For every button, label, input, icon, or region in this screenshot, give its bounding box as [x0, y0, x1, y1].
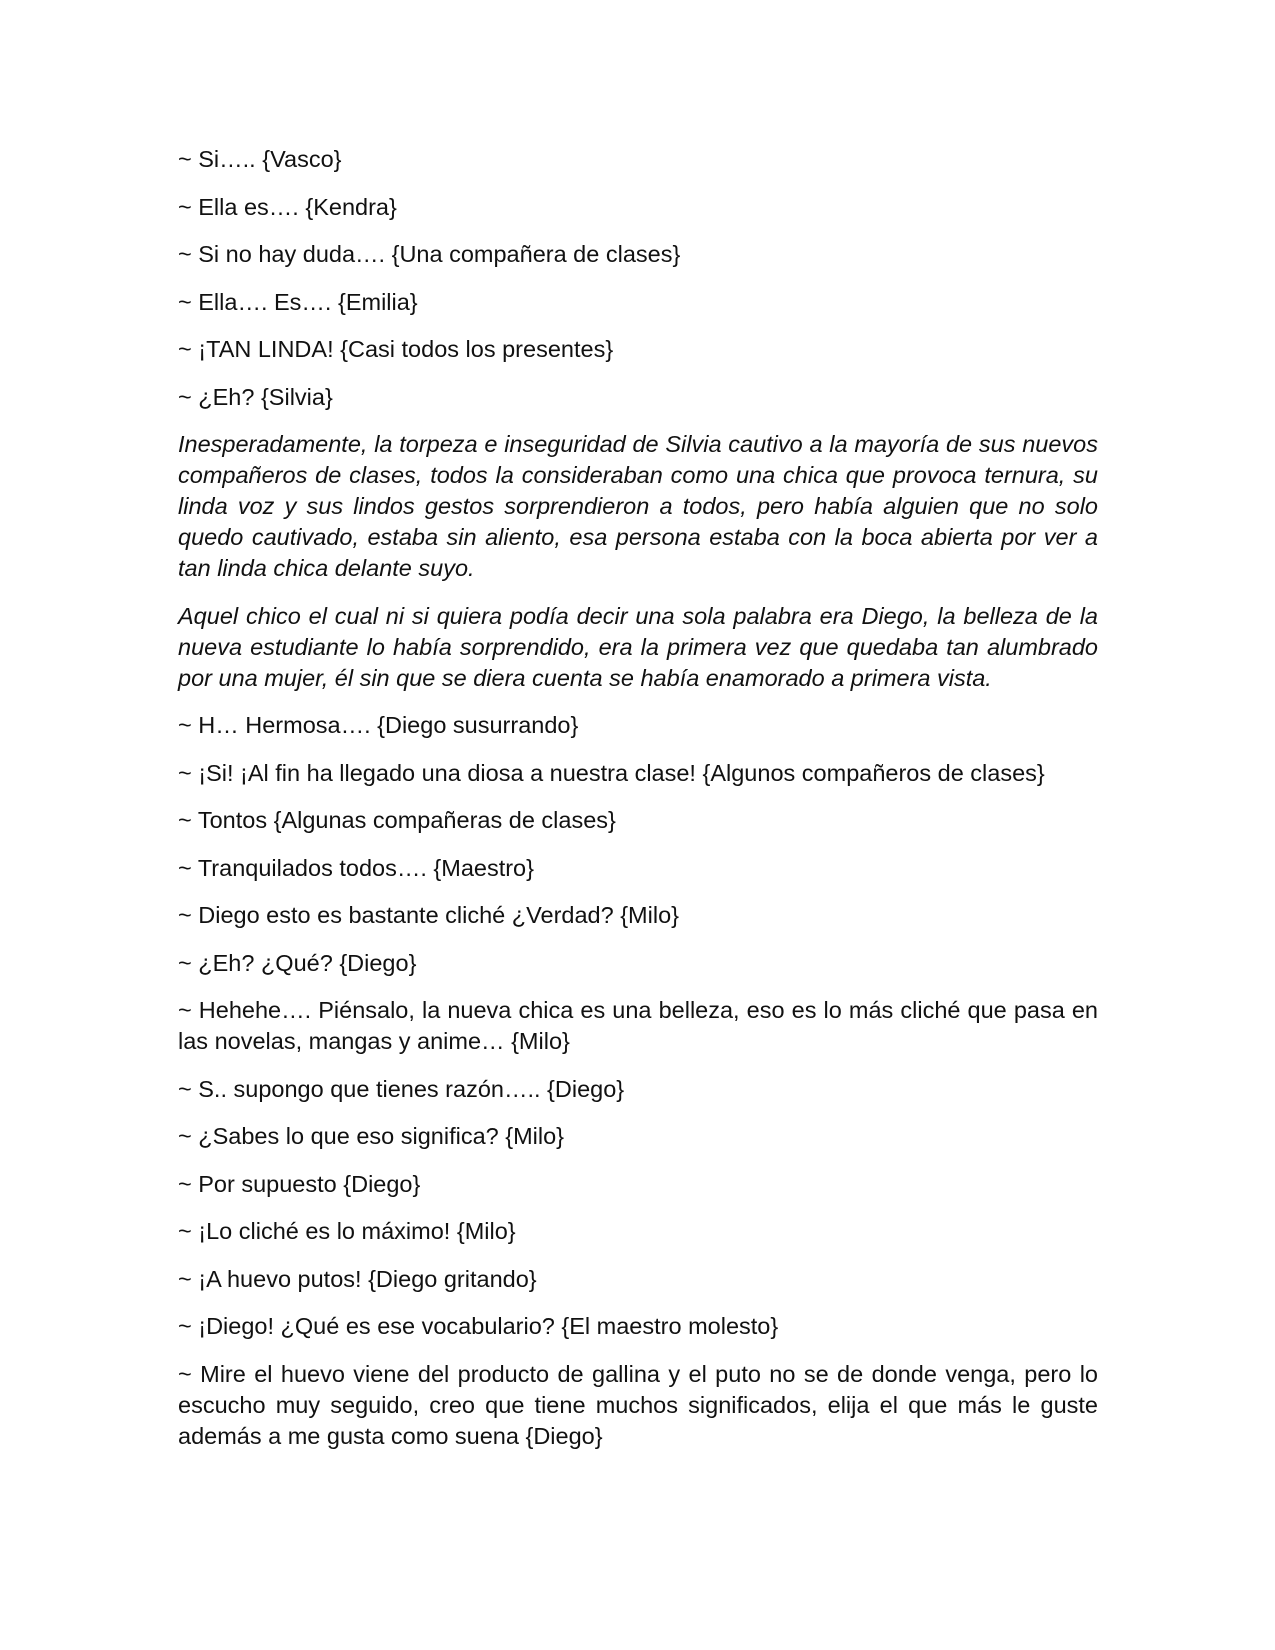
dialogue-line: ~ Diego esto es bastante cliché ¿Verdad? {Milo} — [178, 902, 679, 928]
dialogue-line: ~ Si no hay duda…. {Una compañera de clases} — [178, 241, 681, 267]
dialogue-line: ~ H… Hermosa…. {Diego susurrando} — [178, 712, 579, 738]
dialogue-line: ~ ¡Lo cliché es lo máximo! {Milo} — [178, 1218, 516, 1244]
narration-paragraph: Aquel chico el cual ni si quiera podía decir una sola palabra era Diego, la belleza de la nueva estudiante lo había sorprendido, era la primera vez que quedaba tan alumbrado por una mujer, él sin que se diera cuenta se había enamorado a primera vista. — [178, 602, 1098, 691]
dialogue-line: ~ ¿Eh? {Silvia} — [178, 383, 333, 410]
dialogue-line: ~ ¡Si! ¡Al fin ha llegado una diosa a nuestra clase! {Algunos compañeros de clases} — [178, 759, 1045, 786]
dialogue-line: ~ Tontos {Algunas compañeras de clases} — [178, 807, 616, 833]
dialogue-line: ~ Ella es…. {Kendra} — [178, 193, 397, 220]
dialogue-line: ~ Si….. {Vasco} — [178, 146, 342, 172]
dialogue-line: ~ Hehehe…. Piénsalo, la nueva chica es una belleza, eso es lo más cliché que pasa en las novelas, mangas y anime… {Milo} — [178, 997, 1098, 1054]
dialogue-line: ~ S.. supongo que tienes razón….. {Diego} — [178, 1075, 625, 1102]
dialogue-line: ~ ¡Diego! ¿Qué es ese vocabulario? {El maestro molesto} — [178, 1313, 779, 1339]
dialogue-line: ~ ¡TAN LINDA! {Casi todos los presentes} — [178, 336, 614, 362]
dialogue-line: ~ Mire el huevo viene del producto de gallina y el puto no se de donde venga, pero lo escucho muy seguido, creo que tiene muchos significados, elija el que más le guste además a me gusta como suena {Diego} — [178, 1360, 1098, 1449]
dialogue-line: ~ ¿Sabes lo que eso significa? {Milo} — [178, 1123, 565, 1149]
dialogue-line: ~ Tranquilados todos…. {Maestro} — [178, 854, 534, 881]
dialogue-line: ~ Ella…. Es…. {Emilia} — [178, 288, 418, 315]
page-body — [178, 144, 1098, 1452]
narration-paragraph: Inesperadamente, la torpeza e inseguridad de Silvia cautivo a la mayoría de sus nuevos compañeros de clases, todos la consideraban como una chica que provoca ternura, su linda voz y sus lindos gestos sorprendieron a todos, pero había alguien que no solo quedo cautivado, estaba sin aliento, esa persona estaba con la boca abierta por ver a tan linda chica delante suyo. — [178, 431, 1098, 581]
dialogue-line: ~ ¡A huevo putos! {Diego gritando} — [178, 1265, 537, 1292]
dialogue-line: ~ ¿Eh? ¿Qué? {Diego} — [178, 949, 417, 976]
dialogue-line: ~ Por supuesto {Diego} — [178, 1170, 421, 1197]
